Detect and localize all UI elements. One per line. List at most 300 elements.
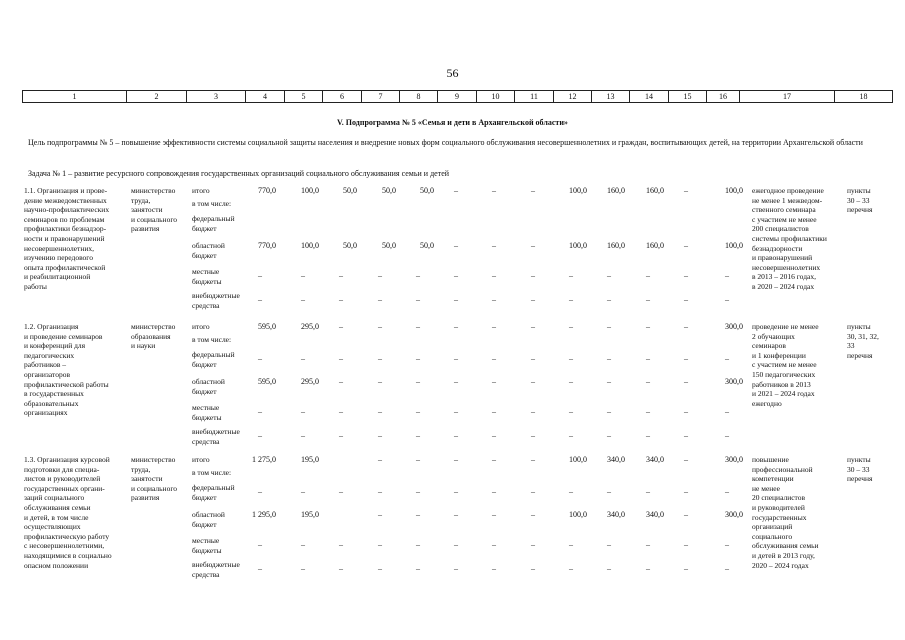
column-number-cell: 11: [515, 91, 554, 103]
total-value: 295,0: [301, 322, 319, 331]
activity-text: организациях: [24, 408, 68, 418]
result-text: семинаров: [752, 341, 786, 351]
regional-value: 770,0: [258, 241, 276, 250]
local-value: –: [569, 271, 573, 280]
local-value: –: [454, 271, 458, 280]
column-number-cell: 14: [630, 91, 669, 103]
result-text: системы профилактики: [752, 234, 827, 243]
regional-value: –: [416, 377, 420, 386]
funding-total-label: итого: [192, 186, 210, 195]
regional-value: 160,0: [646, 241, 664, 250]
activity-text: и конференций для: [24, 341, 86, 351]
activity-text: в государственных: [24, 389, 84, 399]
funding-regional-label: бюджет: [192, 519, 217, 529]
total-value: 300,0: [725, 455, 743, 464]
activity-text: работы: [24, 282, 47, 291]
activity-text: 1.3. Организация курсовой: [24, 455, 110, 464]
activity-text: 1.2. Организация: [24, 322, 79, 331]
local-value: –: [569, 540, 573, 549]
federal-value: –: [531, 354, 535, 363]
total-value: 100,0: [301, 186, 319, 195]
total-value: –: [492, 322, 496, 331]
federal-value: –: [258, 487, 262, 496]
extra-value: –: [684, 431, 688, 440]
result-text: профессиональной: [752, 464, 813, 474]
regional-value: 50,0: [343, 241, 357, 250]
funding-local-label: бюджеты: [192, 276, 222, 286]
points-text: пункты: [847, 455, 871, 464]
local-value: –: [607, 271, 611, 280]
regional-value: –: [531, 241, 535, 250]
total-value: 770,0: [258, 186, 276, 195]
regional-value: 100,0: [569, 510, 587, 519]
total-value: 50,0: [420, 186, 434, 195]
local-value: –: [339, 540, 343, 549]
column-number-cell: 8: [400, 91, 438, 103]
extra-value: –: [646, 431, 650, 440]
extra-value: –: [492, 431, 496, 440]
funding-including-label: в том числе:: [192, 468, 232, 477]
funding-extra-label: средства: [192, 569, 220, 579]
result-text: безнадзорности: [752, 243, 803, 253]
activity-text: профилактики безнадзор-: [24, 224, 107, 234]
column-number-cell: 13: [592, 91, 630, 103]
activity-text: осуществляющих: [24, 522, 81, 532]
funding-regional-label: бюджет: [192, 386, 217, 396]
regional-value: 50,0: [382, 241, 396, 250]
regional-value: –: [492, 241, 496, 250]
federal-value: –: [339, 354, 343, 363]
funding-local-label: местные: [192, 403, 220, 412]
extra-value: –: [454, 431, 458, 440]
activity-text: заций социального: [24, 493, 85, 503]
federal-value: –: [258, 354, 262, 363]
federal-value: –: [607, 354, 611, 363]
executor-text: занятости: [131, 205, 163, 215]
regional-value: 295,0: [301, 377, 319, 386]
result-text: проведение не менее: [752, 322, 819, 331]
points-text: пункты: [847, 186, 871, 195]
regional-value: –: [454, 510, 458, 519]
regional-value: –: [378, 377, 382, 386]
federal-value: –: [454, 354, 458, 363]
funding-regional-label: областной: [192, 377, 225, 386]
federal-value: –: [378, 487, 382, 496]
executor-text: труда,: [131, 195, 151, 205]
regional-value: –: [492, 377, 496, 386]
regional-value: –: [531, 510, 535, 519]
funding-local-label: бюджеты: [192, 545, 222, 555]
column-number-cell: 2: [127, 91, 187, 103]
activity-text: ности и правонарушений: [24, 234, 105, 243]
total-value: 340,0: [607, 455, 625, 464]
result-text: 200 специалистов: [752, 224, 809, 234]
column-number-cell: 1: [23, 91, 127, 103]
funding-federal-label: бюджет: [192, 223, 217, 233]
result-text: ежегодное проведение: [752, 186, 824, 195]
result-text: 2020 – 2024 годах: [752, 560, 809, 570]
activity-text: опыта профилактической: [24, 262, 106, 272]
result-text: ственного семинара: [752, 205, 816, 215]
extra-value: –: [725, 295, 729, 304]
total-value: –: [646, 322, 650, 331]
total-value: –: [416, 455, 420, 464]
activity-text: 1.1. Организация и прове-: [24, 186, 108, 195]
column-number-header: [22, 90, 893, 103]
total-value: –: [454, 455, 458, 464]
executor-text: труда,: [131, 464, 151, 474]
column-number-cell: 7: [362, 91, 400, 103]
federal-value: –: [531, 487, 535, 496]
regional-value: 100,0: [725, 241, 743, 250]
activity-text: находящимися в социально: [24, 551, 112, 560]
local-value: –: [531, 271, 535, 280]
activity-text: и детей, в том числе: [24, 512, 89, 522]
extra-value: –: [416, 564, 420, 573]
regional-value: –: [646, 377, 650, 386]
federal-value: –: [569, 354, 573, 363]
local-value: –: [416, 407, 420, 416]
activity-text: и проведение семинаров: [24, 331, 103, 341]
local-value: –: [378, 407, 382, 416]
regional-value: –: [569, 377, 573, 386]
extra-value: –: [492, 295, 496, 304]
regional-value: 160,0: [607, 241, 625, 250]
total-value: 100,0: [725, 186, 743, 195]
column-number-cell: 5: [285, 91, 323, 103]
points-text: перечня: [847, 205, 873, 215]
extra-value: –: [258, 564, 262, 573]
extra-value: –: [607, 431, 611, 440]
activity-text: профилактическую работу: [24, 531, 110, 541]
federal-value: –: [301, 487, 305, 496]
local-value: –: [301, 407, 305, 416]
column-number-cell: 4: [246, 91, 285, 103]
regional-value: 595,0: [258, 377, 276, 386]
local-value: –: [684, 540, 688, 549]
extra-value: –: [378, 564, 382, 573]
result-text: обслуживания семьи: [752, 541, 819, 551]
funding-extra-label: внебюджетные: [192, 560, 240, 569]
activity-text: листов и руководителей: [24, 474, 101, 484]
total-value: –: [416, 322, 420, 331]
extra-value: –: [492, 564, 496, 573]
extra-value: –: [646, 295, 650, 304]
activity-text: педагогических: [24, 350, 75, 360]
activity-text: дение межведомственных: [24, 195, 107, 205]
result-text: 2 обучающих: [752, 331, 795, 341]
total-value: –: [684, 186, 688, 195]
result-text: 20 специалистов: [752, 493, 806, 503]
funding-federal-label: федеральный: [192, 350, 235, 359]
funding-federal-label: бюджет: [192, 359, 217, 369]
total-value: –: [607, 322, 611, 331]
total-value: –: [378, 322, 382, 331]
extra-value: –: [258, 431, 262, 440]
federal-value: –: [569, 487, 573, 496]
regional-value: 300,0: [725, 510, 743, 519]
executor-text: образования: [131, 331, 171, 341]
executor-text: и социального: [131, 214, 177, 224]
local-value: –: [416, 540, 420, 549]
result-text: не менее 1 межведом-: [752, 195, 823, 205]
total-value: 1 275,0: [252, 455, 276, 464]
total-value: –: [531, 186, 535, 195]
activity-text: и реабилитационной: [24, 272, 91, 282]
section-title: V. Подпрограмма № 5 «Семья и дети в Архангельской области»: [337, 118, 568, 127]
federal-value: –: [684, 354, 688, 363]
goal-text: Цель подпрограммы № 5 – повышение эффективности системы социальной защиты населения и внедрение новых форм социального обслуживания несовершеннолетних и граждан, воспитывающих детей, на территории Архангельской области: [28, 138, 863, 147]
regional-value: –: [454, 377, 458, 386]
regional-value: –: [684, 241, 688, 250]
total-value: 160,0: [607, 186, 625, 195]
local-value: –: [454, 407, 458, 416]
extra-value: –: [339, 295, 343, 304]
result-text: государственных: [752, 512, 807, 522]
regional-value: –: [416, 510, 420, 519]
result-text: и 2021 – 2024 годах: [752, 389, 815, 399]
total-value: –: [339, 322, 343, 331]
total-value: –: [531, 455, 535, 464]
regional-value: 1 295,0: [252, 510, 276, 519]
regional-value: 100,0: [569, 241, 587, 250]
federal-value: –: [378, 354, 382, 363]
result-text: компетенции: [752, 474, 794, 484]
total-value: –: [492, 186, 496, 195]
total-value: –: [684, 322, 688, 331]
activity-text: подготовки для специа-: [24, 464, 100, 474]
total-value: 595,0: [258, 322, 276, 331]
result-text: и 1 конференции: [752, 350, 806, 360]
regional-value: –: [684, 510, 688, 519]
column-number-cell: 10: [477, 91, 515, 103]
result-text: в 2020 – 2024 годах: [752, 282, 815, 291]
activity-text: организаторов: [24, 370, 70, 379]
activity-text: профилактической работы: [24, 379, 109, 389]
funding-extra-label: средства: [192, 300, 220, 310]
total-value: –: [454, 186, 458, 195]
local-value: –: [607, 540, 611, 549]
extra-value: –: [531, 564, 535, 573]
activity-text: работников –: [24, 360, 67, 370]
result-text: работников в 2013: [752, 379, 811, 389]
points-text: пункты: [847, 322, 871, 331]
extra-value: –: [607, 295, 611, 304]
local-value: –: [339, 271, 343, 280]
activity-text: опасном положении: [24, 560, 89, 570]
funding-including-label: в том числе:: [192, 199, 232, 208]
local-value: –: [258, 540, 262, 549]
local-value: –: [454, 540, 458, 549]
result-text: социального: [752, 531, 793, 541]
regional-value: 100,0: [301, 241, 319, 250]
extra-value: –: [684, 295, 688, 304]
total-value: –: [454, 322, 458, 331]
extra-value: –: [378, 431, 382, 440]
federal-value: –: [339, 487, 343, 496]
points-text: перечня: [847, 474, 873, 484]
funding-federal-label: федеральный: [192, 483, 235, 492]
total-value: 195,0: [301, 455, 319, 464]
federal-value: –: [416, 487, 420, 496]
regional-value: 195,0: [301, 510, 319, 519]
federal-value: –: [646, 354, 650, 363]
funding-extra-label: внебюджетные: [192, 427, 240, 436]
local-value: –: [378, 271, 382, 280]
result-text: с участием не менее: [752, 360, 817, 370]
federal-value: –: [725, 354, 729, 363]
regional-value: –: [684, 377, 688, 386]
local-value: –: [492, 540, 496, 549]
column-number-cell: 18: [835, 91, 893, 103]
page-number: 56: [446, 66, 459, 80]
result-text: и правонарушений: [752, 253, 813, 263]
total-value: 300,0: [725, 322, 743, 331]
executor-text: развития: [131, 224, 160, 234]
executor-text: министерство: [131, 455, 176, 464]
local-value: –: [378, 540, 382, 549]
result-text: и детей в 2013 году,: [752, 551, 815, 560]
activity-text: государственных органи-: [24, 483, 105, 493]
federal-value: –: [607, 487, 611, 496]
extra-value: –: [416, 295, 420, 304]
points-text: перечня: [847, 350, 873, 360]
local-value: –: [258, 407, 262, 416]
extra-value: –: [301, 564, 305, 573]
column-number-cell: 12: [554, 91, 592, 103]
extra-value: –: [569, 431, 573, 440]
local-value: –: [646, 540, 650, 549]
local-value: –: [339, 407, 343, 416]
result-text: и руководителей: [752, 503, 805, 512]
federal-value: –: [492, 487, 496, 496]
local-value: –: [607, 407, 611, 416]
total-value: 50,0: [343, 186, 357, 195]
local-value: –: [416, 271, 420, 280]
extra-value: –: [301, 295, 305, 304]
extra-value: –: [258, 295, 262, 304]
regional-value: –: [492, 510, 496, 519]
activity-text: научно-профилактических: [24, 205, 110, 215]
total-value: 160,0: [646, 186, 664, 195]
activity-text: семинаров по проблемам: [24, 214, 105, 224]
extra-value: –: [607, 564, 611, 573]
column-number-cell: 17: [740, 91, 835, 103]
result-text: в 2013 – 2016 годах,: [752, 272, 816, 282]
local-value: –: [684, 407, 688, 416]
funding-local-label: местные: [192, 536, 220, 545]
regional-value: 340,0: [646, 510, 664, 519]
local-value: –: [492, 271, 496, 280]
extra-value: –: [725, 431, 729, 440]
result-text: повышение: [752, 455, 789, 464]
funding-including-label: в том числе:: [192, 335, 232, 344]
regional-value: 340,0: [607, 510, 625, 519]
column-number-cell: 3: [187, 91, 246, 103]
total-value: –: [684, 455, 688, 464]
local-value: –: [531, 407, 535, 416]
points-text: 33: [847, 341, 855, 351]
local-value: –: [684, 271, 688, 280]
executor-text: и социального: [131, 483, 177, 493]
executor-text: министерство: [131, 186, 176, 195]
local-value: –: [531, 540, 535, 549]
federal-value: –: [416, 354, 420, 363]
result-text: не менее: [752, 483, 780, 493]
extra-value: –: [301, 431, 305, 440]
local-value: –: [492, 407, 496, 416]
funding-regional-label: областной: [192, 510, 225, 519]
extra-value: –: [646, 564, 650, 573]
result-text: 150 педагогических: [752, 370, 816, 379]
local-value: –: [646, 407, 650, 416]
extra-value: –: [454, 295, 458, 304]
total-value: –: [378, 455, 382, 464]
points-text: 30 – 33: [847, 195, 870, 205]
funding-total-label: итого: [192, 455, 210, 464]
task-text: Задача № 1 – развитие ресурсного сопровождения государственных организаций социального обслуживания семьи и детей: [28, 169, 450, 178]
local-value: –: [725, 540, 729, 549]
funding-extra-label: внебюджетные: [192, 291, 240, 300]
activity-text: с несовершеннолетними,: [24, 541, 105, 551]
extra-value: –: [569, 295, 573, 304]
result-text: несовершеннолетних: [752, 262, 821, 272]
total-value: –: [492, 455, 496, 464]
regional-value: 50,0: [420, 241, 434, 250]
regional-value: –: [607, 377, 611, 386]
total-value: 100,0: [569, 186, 587, 195]
federal-value: –: [725, 487, 729, 496]
extra-value: –: [339, 431, 343, 440]
funding-total-label: итого: [192, 322, 210, 331]
federal-value: –: [492, 354, 496, 363]
executor-text: занятости: [131, 474, 163, 484]
extra-value: –: [531, 431, 535, 440]
funding-federal-label: федеральный: [192, 214, 235, 223]
local-value: –: [301, 271, 305, 280]
points-text: 30, 31, 32,: [847, 331, 879, 341]
executor-text: и науки: [131, 341, 156, 351]
extra-value: –: [454, 564, 458, 573]
funding-regional-label: областной: [192, 241, 225, 250]
total-value: 100,0: [569, 455, 587, 464]
activity-text: изучению передового: [24, 253, 93, 263]
extra-value: –: [378, 295, 382, 304]
regional-value: –: [339, 377, 343, 386]
local-value: –: [301, 540, 305, 549]
federal-value: –: [454, 487, 458, 496]
activity-text: несовершеннолетних,: [24, 243, 94, 253]
column-number-cell: 16: [707, 91, 740, 103]
local-value: –: [725, 407, 729, 416]
column-number-cell: 6: [323, 91, 362, 103]
federal-value: –: [684, 487, 688, 496]
total-value: 50,0: [382, 186, 396, 195]
points-text: 30 – 33: [847, 464, 870, 474]
total-value: 340,0: [646, 455, 664, 464]
activity-text: обслуживания семьи: [24, 503, 91, 512]
executor-text: развития: [131, 493, 160, 503]
regional-value: 300,0: [725, 377, 743, 386]
total-value: –: [531, 322, 535, 331]
funding-regional-label: бюджет: [192, 250, 217, 260]
executor-text: министерство: [131, 322, 176, 331]
extra-value: –: [569, 564, 573, 573]
column-number-cell: 9: [438, 91, 477, 103]
local-value: –: [646, 271, 650, 280]
extra-value: –: [339, 564, 343, 573]
extra-value: –: [531, 295, 535, 304]
